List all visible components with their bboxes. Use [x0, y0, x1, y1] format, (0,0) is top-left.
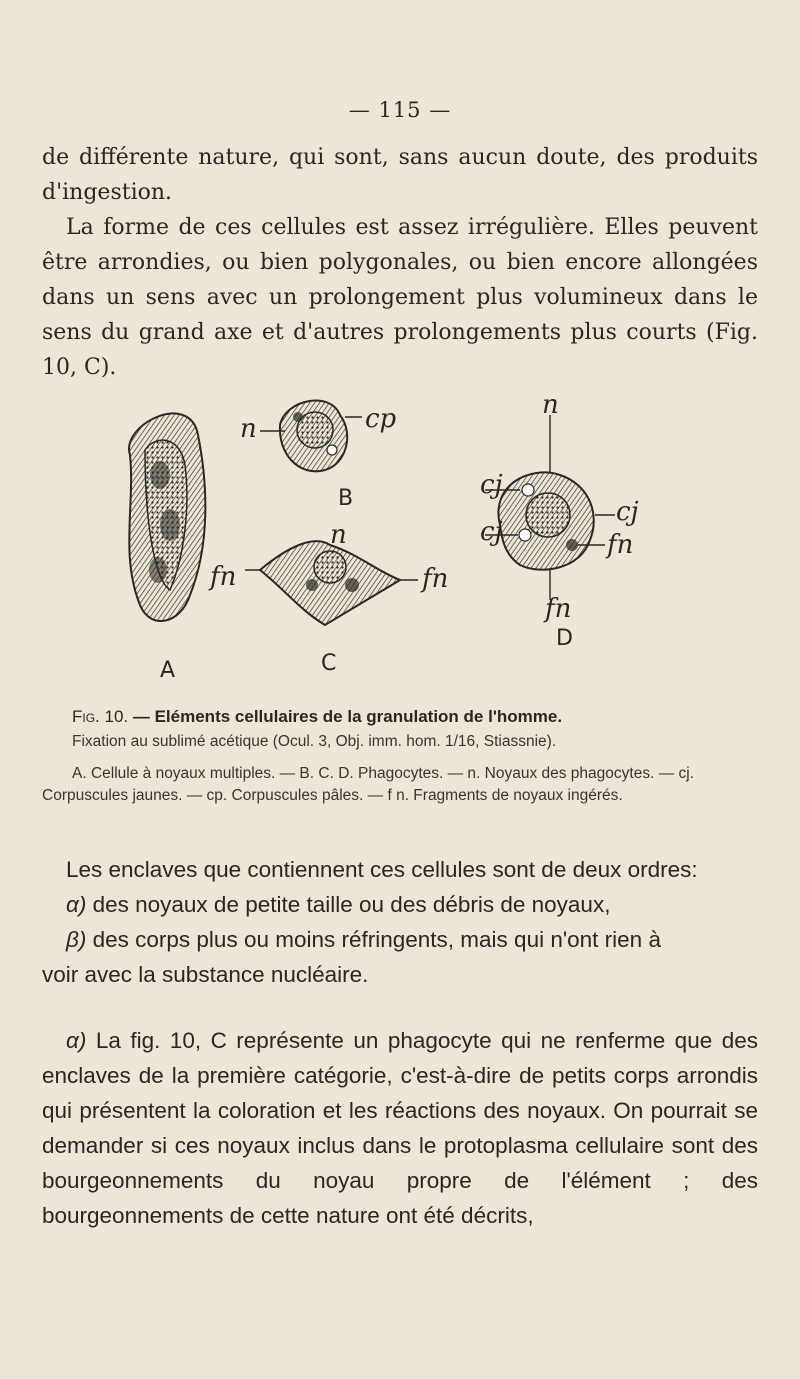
label-a: A [160, 658, 176, 680]
cell-d [485, 415, 615, 600]
figure-10 [100, 395, 710, 680]
label-d: D [556, 626, 573, 651]
label-fn-c-right: fn [422, 564, 449, 594]
label-n-c: n [330, 520, 347, 550]
label-fn-d-right: fn [607, 530, 634, 560]
figure-10-illustration [100, 395, 710, 680]
beta-marker: β) [66, 927, 87, 952]
figure-number: Fig. 10. [72, 707, 129, 726]
paragraph-3: Les enclaves que contiennent ces cellules sont de deux ordres: [66, 857, 698, 882]
paragraph-2: La forme de ces cellules est assez irrégulière. Elles peuvent être arrondies, ou bien polygonales, ou bien encore allongées dans un sens avec un prolongement plus volumineux dans le sens du grand axe et d'autres prolongements plus courts (Fig. 10, C). [42, 215, 758, 380]
list-item-alpha [66, 887, 758, 922]
label-n-d: n [542, 395, 559, 420]
figure-caption-title [42, 706, 758, 728]
p4-marker: α) [66, 1028, 87, 1053]
figure-caption-legend: A. Cellule à noyaux multiples. — B. C. D. Phagocytes. — n. Noyaux des phagocytes. — cj. Corpuscules jaunes. — cp. Corpuscules pâles. — f n. Fragments de noyaux ingérés. [42, 765, 695, 804]
label-fn-c-left: fn [210, 562, 237, 592]
label-cj-1: cj [480, 470, 503, 500]
label-cp: cp [365, 404, 397, 434]
cell-b [260, 401, 362, 472]
beta-text: des corps plus ou moins réfringents, mais qui n'ont rien à [92, 927, 661, 952]
page-number: — 115 — [348, 98, 452, 122]
p4-text: La fig. 10, C représente un phagocyte qui ne renferme que des enclaves de la première catégorie, c'est-à-dire de petits corps arrondis qui présentent la coloration et les réactions des noyaux. On pourrait se demander si ces noyaux inclus dans le protoplasma cellulaire sont des bourgeonnements du noyau propre de l'élément ; des bourgeonnements de cette nature ont été décrits, [42, 1028, 758, 1228]
cell-c [245, 541, 418, 625]
figure-title: — Eléments cellulaires de la granulation de l'homme. [132, 707, 563, 726]
paragraph-4 [42, 1023, 758, 1233]
list-item-beta [66, 922, 758, 957]
cell-a [129, 414, 205, 622]
label-b: B [338, 486, 354, 511]
label-n-b: n [240, 414, 257, 444]
alpha-text: des noyaux de petite taille ou des débris de noyaux, [92, 892, 611, 917]
label-cj-2: cj [480, 517, 503, 547]
list-item-beta-continued: voir avec la substance nucléaire. [42, 962, 369, 987]
label-c: C [321, 651, 337, 676]
label-cj-3: cj [616, 497, 639, 527]
paragraph-1: de différente nature, qui sont, sans aucun doute, des produits d'ingestion. [42, 145, 758, 205]
figure-caption-fixation: Fixation au sublimé acétique (Ocul. 3, Obj. imm. hom. 1/16, Stiassnie). [72, 733, 557, 750]
alpha-marker: α) [66, 892, 87, 917]
label-fn-d-bottom: fn [545, 594, 572, 624]
